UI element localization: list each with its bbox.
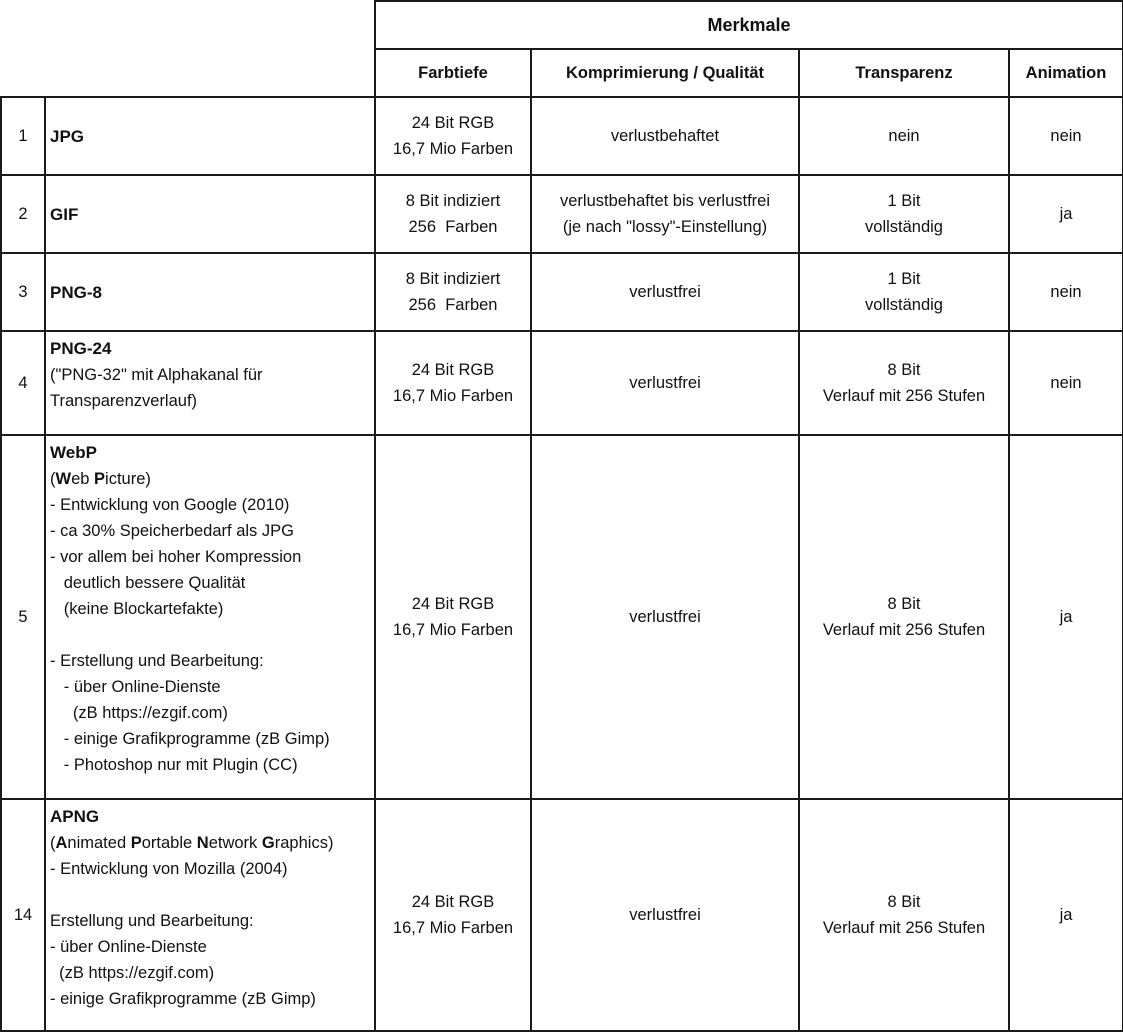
farbtiefe-line: 8 Bit indiziert <box>405 192 501 210</box>
farbtiefe-line: 16,7 Mio Farben <box>392 621 514 639</box>
komprimierung-line: verlustbehaftet bis verlustfrei <box>559 192 770 210</box>
farbtiefe-cell <box>375 331 531 435</box>
row-number: 14 <box>1 799 45 1031</box>
table-row <box>1 175 1123 253</box>
komprimierung-cell <box>531 253 799 331</box>
komprimierung-line: verlustfrei <box>629 374 701 392</box>
animation-cell: nein <box>1009 331 1123 435</box>
table-row <box>1 799 1123 1031</box>
format-detail-line: (zB https://ezgif.com) <box>50 964 215 982</box>
transparenz-cell <box>799 253 1009 331</box>
farbtiefe-cell <box>375 253 531 331</box>
komprimierung-cell <box>531 331 799 435</box>
komprimierung-line: verlustfrei <box>629 283 701 301</box>
row-number: 3 <box>1 253 45 331</box>
animation-cell: ja <box>1009 435 1123 799</box>
format-detail-line: (zB https://ezgif.com) <box>50 704 228 722</box>
komprimierung-line: verlustfrei <box>629 608 701 626</box>
animation-cell: ja <box>1009 799 1123 1031</box>
format-detail-line: deutlich bessere Qualität <box>50 574 246 592</box>
format-detail-line: - Entwicklung von Mozilla (2004) <box>50 860 288 878</box>
farbtiefe-cell <box>375 435 531 799</box>
transparenz-line: vollständig <box>865 218 943 236</box>
format-name: PNG-24 <box>50 339 112 358</box>
col-header-animation: Animation <box>1009 49 1123 97</box>
farbtiefe-line: 16,7 Mio Farben <box>392 387 514 405</box>
farbtiefe-line: 256 Farben <box>408 296 498 314</box>
format-cell <box>45 97 375 175</box>
format-detail-line: (keine Blockartefakte) <box>50 600 224 618</box>
transparenz-line: 8 Bit <box>887 893 921 911</box>
farbtiefe-line: 256 Farben <box>408 218 498 236</box>
row-number: 5 <box>1 435 45 799</box>
col-header-komprimierung: Komprimierung / Qualität <box>531 49 799 97</box>
format-name: JPG <box>50 127 85 146</box>
farbtiefe-line: 8 Bit indiziert <box>405 270 501 288</box>
format-name: WebP <box>50 443 97 462</box>
format-name: PNG-8 <box>50 283 102 302</box>
format-cell <box>45 175 375 253</box>
format-name: GIF <box>50 205 79 224</box>
farbtiefe-line: 24 Bit RGB <box>411 893 495 911</box>
transparenz-line: 8 Bit <box>887 361 921 379</box>
transparenz-line: 1 Bit <box>887 270 921 288</box>
format-detail-line: - ca 30% Speicherbedarf als JPG <box>50 522 294 540</box>
transparenz-line: vollständig <box>865 296 943 314</box>
format-detail-line: - über Online-Dienste <box>50 678 221 696</box>
komprimierung-cell <box>531 799 799 1031</box>
farbtiefe-line: 24 Bit RGB <box>411 595 495 613</box>
komprimierung-cell <box>531 175 799 253</box>
animation-cell: nein <box>1009 97 1123 175</box>
format-detail-line: - Photoshop nur mit Plugin (CC) <box>50 756 298 774</box>
komprimierung-cell <box>531 97 799 175</box>
row-number: 1 <box>1 97 45 175</box>
animation-cell: nein <box>1009 253 1123 331</box>
farbtiefe-line: 16,7 Mio Farben <box>392 140 514 158</box>
transparenz-line: Verlauf mit 256 Stufen <box>822 919 986 937</box>
merkmale-header: Merkmale <box>375 1 1123 49</box>
format-cell <box>45 253 375 331</box>
farbtiefe-cell <box>375 799 531 1031</box>
col-header-farbtiefe: Farbtiefe <box>375 49 531 97</box>
farbtiefe-line: 24 Bit RGB <box>411 114 495 132</box>
farbtiefe-cell <box>375 175 531 253</box>
format-detail-line: - vor allem bei hoher Kompression <box>50 548 302 566</box>
format-cell <box>45 331 375 435</box>
format-detail-line: - Entwicklung von Google (2010) <box>50 496 290 514</box>
transparenz-line: Verlauf mit 256 Stufen <box>822 387 986 405</box>
format-detail-line: Transparenzverlauf) <box>50 392 198 410</box>
format-detail-line: (Animated Portable Network Graphics) <box>50 834 334 852</box>
format-detail-line <box>50 622 370 648</box>
transparenz-line: Verlauf mit 256 Stufen <box>822 621 986 639</box>
format-detail-line: - Erstellung und Bearbeitung: <box>50 652 264 670</box>
transparenz-cell <box>799 799 1009 1031</box>
header-blank <box>1 1 375 97</box>
format-detail-line: Erstellung und Bearbeitung: <box>50 912 254 930</box>
format-detail-line: (Web Picture) <box>50 470 151 488</box>
transparenz-line: nein <box>888 127 920 145</box>
transparenz-line: 8 Bit <box>887 595 921 613</box>
transparenz-line: 1 Bit <box>887 192 921 210</box>
komprimierung-line: verlustfrei <box>629 906 701 924</box>
komprimierung-line: (je nach "lossy"-Einstellung) <box>562 218 768 236</box>
col-header-transparenz: Transparenz <box>799 49 1009 97</box>
format-name: APNG <box>50 807 100 826</box>
format-cell <box>45 435 375 799</box>
format-detail-line: - über Online-Dienste <box>50 938 207 956</box>
row-number: 4 <box>1 331 45 435</box>
transparenz-cell <box>799 331 1009 435</box>
komprimierung-cell <box>531 435 799 799</box>
format-cell <box>45 799 375 1031</box>
transparenz-cell <box>799 435 1009 799</box>
table-row <box>1 435 1123 799</box>
format-detail-line <box>50 882 370 908</box>
transparenz-cell <box>799 97 1009 175</box>
transparenz-cell <box>799 175 1009 253</box>
format-detail-line: ("PNG-32" mit Alphakanal für <box>50 366 263 384</box>
table-row <box>1 331 1123 435</box>
animation-cell: ja <box>1009 175 1123 253</box>
farbtiefe-cell <box>375 97 531 175</box>
table-body <box>1 97 1123 1031</box>
format-detail-line: - einige Grafikprogramme (zB Gimp) <box>50 730 330 748</box>
table-row <box>1 253 1123 331</box>
farbtiefe-line: 24 Bit RGB <box>411 361 495 379</box>
komprimierung-line: verlustbehaftet <box>610 127 720 145</box>
format-detail-line: - einige Grafikprogramme (zB Gimp) <box>50 990 316 1008</box>
table-row <box>1 97 1123 175</box>
row-number: 2 <box>1 175 45 253</box>
farbtiefe-line: 16,7 Mio Farben <box>392 919 514 937</box>
